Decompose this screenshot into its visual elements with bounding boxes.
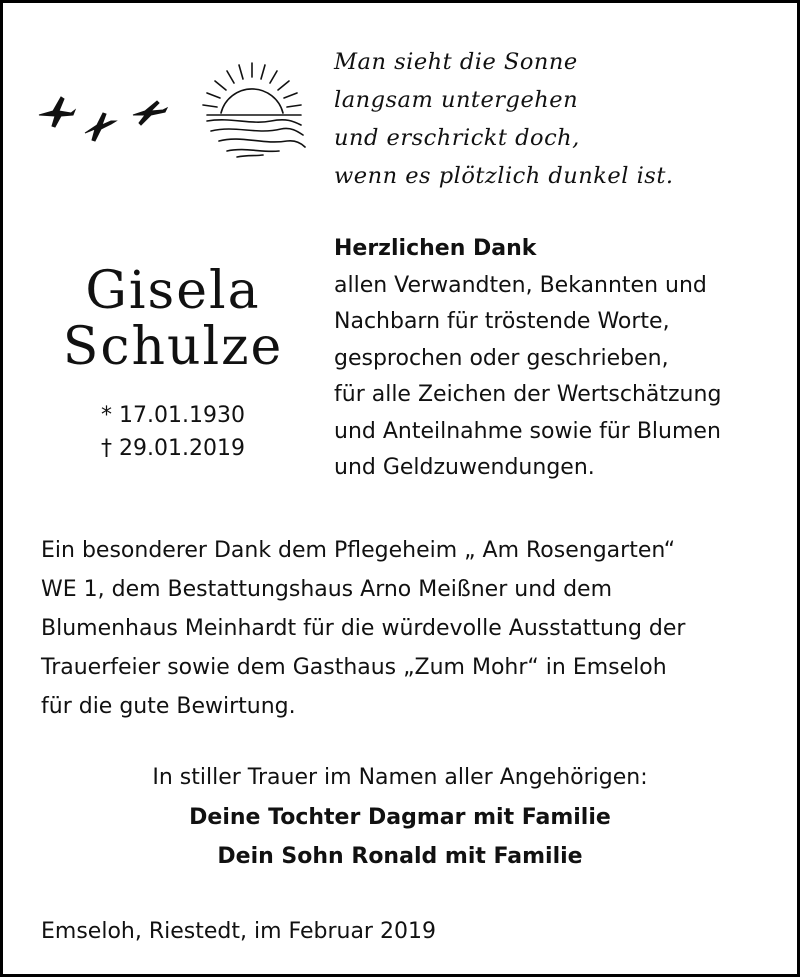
special-thanks-paragraph: [41, 531, 781, 726]
thanks-block: [334, 231, 789, 487]
paragraph-line: für die gute Bewirtung.: [41, 694, 296, 719]
first-name: Gisela: [85, 261, 261, 321]
poem-line: Man sieht die Sonne: [334, 49, 578, 75]
birth-date: * 17.01.1930: [101, 403, 245, 428]
last-name: Schulze: [62, 317, 284, 377]
poem-line: langsam untergehen: [334, 87, 579, 113]
setting-sun-icon: [203, 63, 305, 157]
place-and-date: Emseloh, Riestedt, im Februar 2019: [41, 919, 436, 944]
mourners-intro: In stiller Trauer im Namen aller Angehörigen:: [152, 765, 648, 790]
thanks-line: gesprochen oder geschrieben,: [334, 345, 669, 371]
thanks-line: allen Verwandten, Bekannten und: [334, 272, 707, 298]
thanks-heading: Herzlichen Dank: [334, 236, 537, 261]
paragraph-line: Blumenhaus Meinhardt für die würdevolle Ausstattung der: [41, 616, 686, 641]
thanks-line: und Anteilnahme sowie für Blumen: [334, 418, 721, 444]
thanks-line: für alle Zeichen der Wertschätzung: [334, 382, 722, 407]
mourner-name: Deine Tochter Dagmar mit Familie: [189, 804, 611, 830]
flying-birds-icon: [39, 97, 167, 141]
mourners-block: [3, 758, 797, 877]
mourner-name: Dein Sohn Ronald mit Familie: [217, 844, 583, 869]
life-dates: [23, 399, 323, 465]
poem-line: wenn es plötzlich dunkel ist.: [334, 163, 674, 189]
paragraph-line: Ein besonderer Dank dem Pflegeheim „ Am Rosengarten“: [41, 538, 676, 563]
thanks-line: Nachbarn für tröstende Worte,: [334, 309, 670, 334]
deceased-name: [23, 263, 323, 375]
sunset-birds-illustration: [31, 55, 321, 170]
paragraph-line: WE 1, dem Bestattungshaus Arno Meißner und dem: [41, 577, 613, 602]
poem: [334, 43, 774, 195]
death-date: † 29.01.2019: [101, 436, 245, 461]
paragraph-line: Trauerfeier sowie dem Gasthaus „Zum Mohr“ in Emseloh: [41, 655, 667, 680]
thanks-line: und Geldzuwendungen.: [334, 455, 595, 480]
poem-line: und erschrickt doch,: [334, 125, 580, 151]
